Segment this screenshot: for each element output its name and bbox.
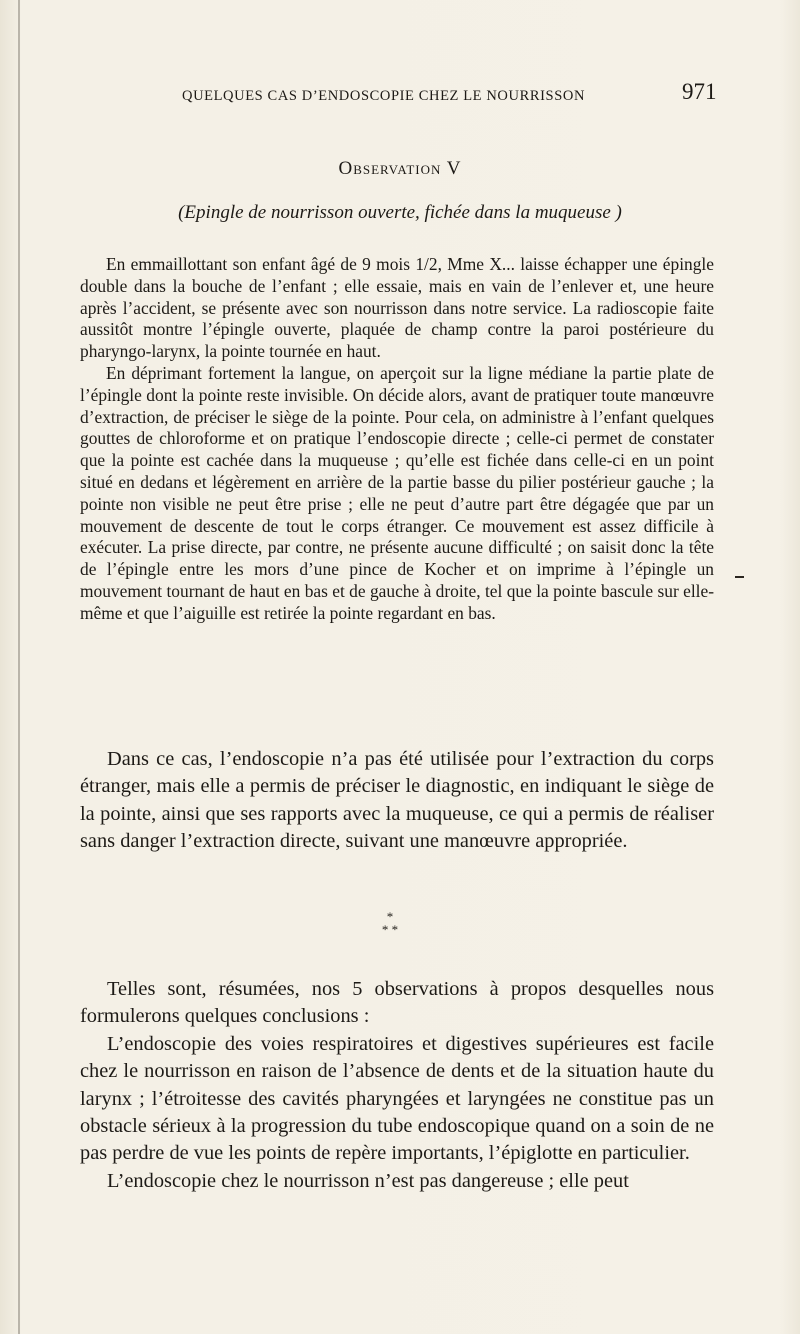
- margin-mark: [735, 576, 744, 578]
- page-gutter-line: [18, 0, 20, 1334]
- running-title: QUELQUES CAS D’ENDOSCOPIE CHEZ LE NOURRISSON: [182, 88, 586, 104]
- conclusion-paragraph: Telles sont, résumées, nos 5 observations à propos desquelles nous formulerons quelques conclusions :: [80, 978, 714, 1028]
- observation-paragraph: En déprimant fortement la langue, on aperçoit sur la ligne médiane la partie plate de l’épingle dont la pointe reste invisible. On décide alors, avant de pratiquer toute manœuvre d’extraction, de préciser le siège de la pointe. Pour cela, on administre à l’enfant quelques gouttes de chloroforme et on pratique l’endoscopie directe ; celle-ci permet de constater que la pointe est cachée dans la muqueuse ; qu’elle est fichée dans celle-ci en un point situé en dedans et légèrement en arrière de la partie basse du pilier postérieur gauche ; la pointe non visible ne peut être prise ; elle ne peut d’autre part être dégagée que par un mouvement de descente de tout le corps étranger. Ce mouvement est assez difficile à exécuter. La prise directe, par contre, ne présente aucune difficulté ; on saisit donc la tête de l’épingle entre les mors d’une pince de Kocher et on imprime à l’épingle un mouvement tournant de haut en bas et de gauche à droite, tel que la pointe bascule sur elle-même et que l’aiguille est retirée la pointe regardant en bas.: [80, 362, 714, 623]
- commentary-paragraph: Dans ce cas, l’endoscopie n’a pas été utilisée pour l’extraction du corps étranger, mais elle a permis de préciser le diagnostic, en indiquant le siège de la pointe, ainsi que ses rapports avec la muqueuse, ce qui a permis de réaliser sans danger l’extraction directe, suivant une manœuvre appropriée.: [80, 748, 714, 853]
- observation-subtitle: (Epingle de nourrisson ouverte, fichée dans la muqueuse ): [178, 202, 622, 223]
- observation-paragraph: En emmaillottant son enfant âgé de 9 mois 1/2, Mme X... laisse échapper une épingle double dans la bouche de l’enfant ; elle essaie, mais en vain de l’enlever et, une heure après l’accident, se présente avec son nourrisson dans notre service. La radioscopie faite aussitôt montre l’épingle ouverte, plaquée de champ contre la paroi postérieure du pharyngo-larynx, la pointe tournée en haut.: [80, 254, 714, 362]
- conclusion-paragraph: L’endoscopie des voies respiratoires et digestives supérieures est facile chez le nourrisson en raison de l’absence de dents et de la situation haute du larynx ; l’étroitesse des cavités pharyngées et laryngées ne constitue pas un obstacle sérieux à la progression du tube endoscopique quand on a soin de ne pas perdre de vue les points de repère importants, l’épiglotte en particulier.: [80, 1032, 714, 1165]
- conclusions-section: [80, 976, 714, 1195]
- asterism-separator: [360, 910, 420, 936]
- conclusion-paragraph: L’endoscopie chez le nourrisson n’est pas dangereuse ; elle peut: [107, 1169, 629, 1192]
- page-number: 971: [682, 79, 717, 104]
- observation-body: [80, 254, 714, 625]
- commentary-section: [80, 746, 714, 856]
- asterism-top: *: [386, 909, 394, 924]
- asterism-bottom: * *: [381, 922, 399, 937]
- observation-title: Observation V: [338, 158, 462, 179]
